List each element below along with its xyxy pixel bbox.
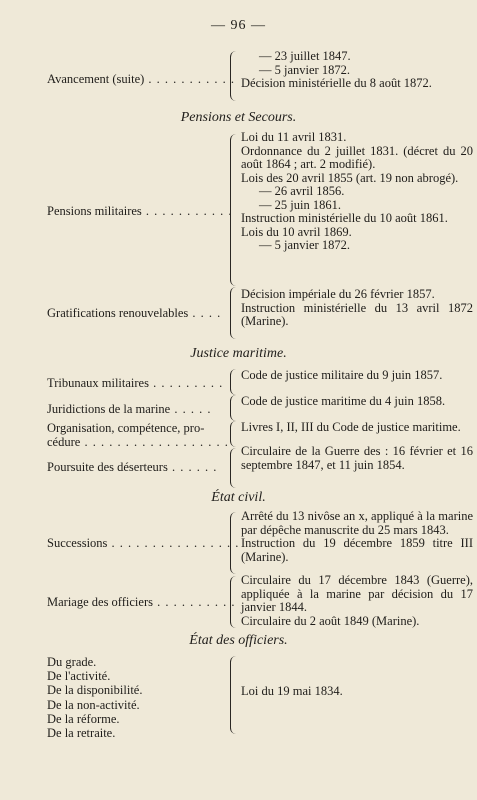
list-item: De la réforme.: [47, 711, 120, 726]
successions-label: Successions . . . . . . . . . . . . . . . .: [47, 536, 240, 550]
section-title-etat-officiers: État des officiers.: [189, 633, 288, 648]
brace: [230, 421, 239, 447]
brace: [230, 576, 239, 628]
officiers-list: [47, 655, 142, 740]
justice-row-ref: Code de justice maritime du 4 juin 1858.: [241, 394, 446, 408]
brace: [230, 395, 239, 421]
brace: [230, 656, 239, 734]
brace: [230, 287, 239, 339]
list-item: De la retraite.: [47, 726, 116, 741]
brace: [230, 51, 239, 101]
justice-row-ref: Livres I, II, III du Code de justice maritime.: [241, 420, 461, 434]
list-item: De la disponibilité.: [47, 683, 143, 698]
avancement-label: Avancement (suite) . . . . . . . . . . .: [47, 72, 236, 86]
justice-row-label: Poursuite des déserteurs . . . . . .: [47, 460, 218, 474]
justice-row-ref: Code de justice militaire du 9 juin 1857.: [241, 368, 443, 382]
list-item: De l'activité.: [47, 669, 111, 684]
brace: [230, 448, 239, 488]
section-title-pensions: Pensions et Secours.: [180, 110, 297, 125]
successions-refs: Arrêté du 13 nivôse an x, appliqué à la marine par dépêche manuscrite du 25 mars 1843. Instruction du 19 décembre 1859 titre III (Marine).: [241, 509, 473, 564]
gratifications-refs: Décision impériale du 26 février 1857. Instruction ministérielle du 13 avril 1872 (Marine).: [241, 287, 473, 328]
brace: [230, 134, 239, 286]
pensions-militaires-label: Pensions militaires . . . . . . . . . . .: [47, 204, 233, 218]
justice-row-ref: Circulaire de la Guerre des : 16 février et 16 septembre 1847, et 11 juin 1854.: [241, 444, 473, 472]
section-title-justice: Justice maritime.: [190, 346, 287, 361]
brace: [230, 512, 239, 574]
list-item: Du grade.: [47, 655, 97, 669]
list-item: De la non-activité.: [47, 697, 140, 712]
justice-row-label: Tribunaux militaires . . . . . . . . .: [47, 376, 224, 390]
officiers-ref: Loi du 19 mai 1834.: [241, 684, 343, 698]
mariage-label: Mariage des officiers . . . . . . . . . .: [47, 595, 236, 609]
page-number: — 96 —: [211, 18, 266, 33]
mariage-refs: Circulaire du 17 décembre 1843 (Guerre), appliquée à la marine par décision du 17 janvier 1844. Circulaire du 2 août 1849 (Marine).: [241, 573, 473, 628]
justice-row-label: Juridictions de la marine . . . . .: [47, 402, 212, 416]
pensions-militaires-refs: Loi du 11 avril 1831. Ordonnance du 2 juillet 1831. (décret du 20 août 1864 ; art. 2 modifié). Lois des 20 avril 1855 (art. 19 non abrogé). — 26 avril 1856. — 25 juin 1861. Instruction ministérielle du 10 août 1861. Lois du 10 avril 1869. — 5 janvier 1872.: [241, 130, 473, 252]
justice-row-label: Organisation, compétence, pro- cédure . . . . . . . . . . . . . . . . . .: [47, 421, 229, 449]
section-title-etat-civil: État civil.: [211, 490, 266, 505]
avancement-refs: — 23 juillet 1847. — 5 janvier 1872. Décision ministérielle du 8 août 1872.: [241, 49, 432, 90]
gratifications-label: Gratifications renouvelables . . . .: [47, 306, 222, 320]
brace: [230, 369, 239, 395]
